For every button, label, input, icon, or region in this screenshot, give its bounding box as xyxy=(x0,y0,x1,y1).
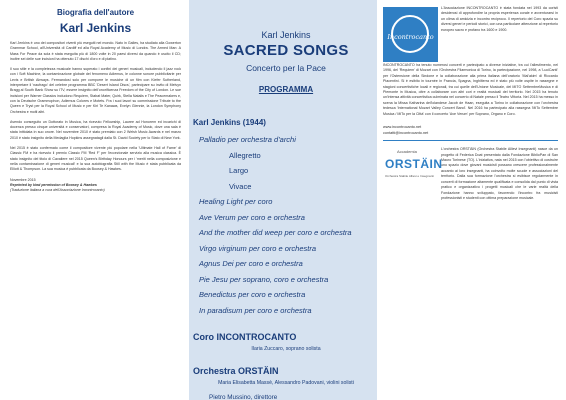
incontrocanto-intro: L'Associazione INCONTROCANTO è stata fondata nel 1993 da coristi desiderosi di approfondire la propria esperienza corale e avventurarsi in un clima di amicizia e incontro reciproco. Il repertorio del Coro spazia su diversi generi e periodi storici, con una particolare attenzione al repertorio europeo sacro e profano tra 1600 e 1900. xyxy=(441,6,558,32)
association-panel xyxy=(377,0,566,400)
program-item: Largo xyxy=(229,166,249,175)
contact-block xyxy=(383,125,558,136)
program-item: Pie Jesu per soprano, coro e orchestra xyxy=(199,274,329,284)
bio-paragraph: Karl Jenkins è uno dei compositori viventi più eseguiti nel mondo. Nato in Galles, ha studiato alla Gowerton Grammar School, all'Università di Cardiff ed alla Royal Academy of Music di Londra. The Armed Man: A Mass For Peace da sola è stata eseguita più di 1800 volte in 20 paesi diversi da quando è uscito il CD; inoltre sei delle sue incisioni ha ottenuto 17 dischi d'oro e di platino. xyxy=(10,41,181,61)
program-item: Allegretto xyxy=(229,150,261,160)
bio-translation: (Traduzione italiana a cura dell'Associazione Incontrocanto) xyxy=(10,187,105,192)
program-item: Agnus Dei per coro e orchestra xyxy=(199,259,303,268)
orchestra-soloists: Maria Elisabetta Massè, Alessandro Padovani, violini solisti xyxy=(218,380,354,386)
bio-permission: Reprinted by kind permission of Boosey & Hawkes xyxy=(10,182,97,187)
orstain-section xyxy=(383,147,558,201)
biography-panel xyxy=(0,0,189,400)
bio-paragraph: Nel 2015 è stato confermato come il compositore vivente più popolare nella 'Ultimate Hall of Fame' di Classic FM e ha ricevuto il premio Classic FM 'Red F' per l'eccezionale servizio alla musica classica. È stato insignito del titolo di Cavaliere nel 2015 Queen's Birthday Honours per i 'meriti nella composizione e nella contaminazione di generi musicali' e la sua autobiografia Still with the Music è stata pubblicata da Elliott & Thompson. La sua musica è pubblicata da Boosey & Hawkes. xyxy=(10,146,181,172)
email-link[interactable]: contatti@incontrocanto.net xyxy=(383,130,429,135)
orstain-logo-academy: Accademia xyxy=(397,149,417,155)
bio-paragraph: Avendo conseguito un Dottorato in Musica, ha ricevuto Fellowship, Lauree ad Honorem ed incarichi di docenza presso cinque università e conservatori, compresa la Royal Academy of Music, dove una sala è stata intitolata in suo onore. Nel novembre 2010 è stato premiato con 2 Welsh Music Awards e nel marzo 2010 è stato insignito della Medaglia Hopkins assegnatagli dalla St. David Society per lo Stato di New York. xyxy=(10,119,181,140)
biography-heading: Biografia dell'autore xyxy=(56,8,135,17)
incontrocanto-section xyxy=(383,6,558,62)
incontrocanto-logo xyxy=(383,7,438,62)
program-list xyxy=(199,132,373,318)
orchestra-name: Orchestra ORSTÄIN xyxy=(193,366,279,376)
concert-title: SACRED SONGS xyxy=(223,42,349,59)
work-composer: Karl Jenkins (1944) xyxy=(193,118,266,127)
incontrocanto-body: INCONTROCANTO ha tenuto numerosi concerti e partecipato a diverse iniziative, tra cui l'allestimento, nel 1996, del 'Requiem' di Mozart con l'Orchestra Filarmonica di Torino, la partecipazione, nel 1998, a 'LuciCanti' per l'Ostensione della Sindone e la collaborazione alla prima italiana dell'oratorio 'Mal'akim' di Riccardo Piacentini. Si è esibito in tournée in Francia, Spagna, Inghilterra ed è stato più volte ospite in rassegne e stagioni concertistiche locali e regionali, tra cui quelle dell'Unione Musicale, del MITO SettembreMusica e di Piemonte in Musica, oltre a collaborare con altri cori e realtà musicali del territorio. Nel 2015 ha tenuto un'intensa attività concertistica culminata nel concerto di Natale presso il Teatro Vittoria. Nel 2015 ha messo in scena la Missa Katharina dell'olandese Jacob de Haan, eseguita a Torino in collaborazione con l'orchestra tedesca 'International Mozart Valley Concert Band'. Nel 2016 ha partecipato alla rassegna 'MiTo Settembre Musica / MiTo per la Città' con il concerto 'Ave Verum' per Soprano, Organo e Coro. xyxy=(383,63,558,116)
choir-name: Coro INCONTROCANTO xyxy=(193,332,297,342)
orstain-logo-name: ORSTÄIN xyxy=(385,157,443,172)
program-author: Karl Jenkins xyxy=(261,30,311,40)
website-link[interactable]: www.incontrocanto.net xyxy=(383,125,422,130)
program-item: Palladio per orchestra d'archi xyxy=(199,135,296,144)
program-item: Healing Light per coro xyxy=(199,197,273,206)
program-item: Vivace xyxy=(229,181,252,191)
program-item: And the mother did weep per coro e orchestra xyxy=(199,228,352,237)
concert-subtitle: Concerto per la Pace xyxy=(246,63,326,73)
orstain-description: L'orchestra ORSTÄIN (Orchestra Stabile Allievi Insegnanti) nasce da un progetto di Federica Doat presentato dalla Fondazione BiblioPan di San Mauro Torinese (TO). L'iniziativa, nata nel 2015 con l'obiettivo di costruire uno spazio dove giovani musicisti possano crescere professionalmente accanto ai loro insegnanti, ha coinvolto molte scuole e associazioni del territorio. Dalla sua formazione l'orchestra si esibisce regolarmente in concerti di formazione altamente qualificata e consolida dal punto di vista pratico e organizzativo i progetti musicali che le varie realtà della Fondazione hanno sviluppato, favorendo l'incontro fra musicisti professionisti e studenti con ottima preparazione musicale. xyxy=(441,147,558,200)
orstain-logo-tagline: Orchestra Stabile Allievi e Insegnanti xyxy=(385,174,434,179)
bio-date: Novembre 2015 xyxy=(10,177,36,182)
director: Pietro Mussino, direttore xyxy=(209,394,278,400)
program-heading: PROGRAMMA xyxy=(258,85,314,94)
program-item: In paradisum per coro e orchestra xyxy=(199,305,312,315)
divider xyxy=(383,140,558,141)
composer-name: Karl Jenkins xyxy=(59,21,132,35)
program-panel xyxy=(189,0,377,400)
choir-soloist: Ilaria Zuccaro, soprano solista xyxy=(251,346,321,352)
program-item: Ave Verum per coro e orchestra xyxy=(199,212,305,222)
program-item: Virgo virginum per coro e orchestra xyxy=(199,243,316,253)
program-item: Benedictus per coro e orchestra xyxy=(199,290,306,299)
incontrocanto-logo-text: Incontrocanto xyxy=(387,33,434,41)
orstain-logo xyxy=(383,147,443,191)
bio-paragraph: Il suo stile e la completezza musicale hanno superato i confini dei generi musicali, includendo il jazz rock con i Soft Machine, la contaminazione globale del fenomeno Adiemus, le colonne sonore pubblicitarie per Levis e British Airways. Fermandosi solo per comporre le musiche di un film con Kiefer Sutherland, interpretare il 'naufrago' del celebre programma BBC 'Desert Island Discs', partecipare su invito di Melvyn Bragg al South Bank Show su ITV, essere insignito dell'onorificenza Freedom of the City of London. Le sue incisioni per Warner Classics includono Requiem, Stabat Mater, Quirk, Stella Natalis e The Peacemakers e, con la Deutsche Grammophon, Adiemus Colores e Motets. Fra i suoi lavori su commissione Tribute to the Queen e Tryst per la Royal School of Music e per Kiri Te Kanawa, Evelyn Glennie, la London Symphony Orchestra e molti altri. xyxy=(10,67,181,114)
